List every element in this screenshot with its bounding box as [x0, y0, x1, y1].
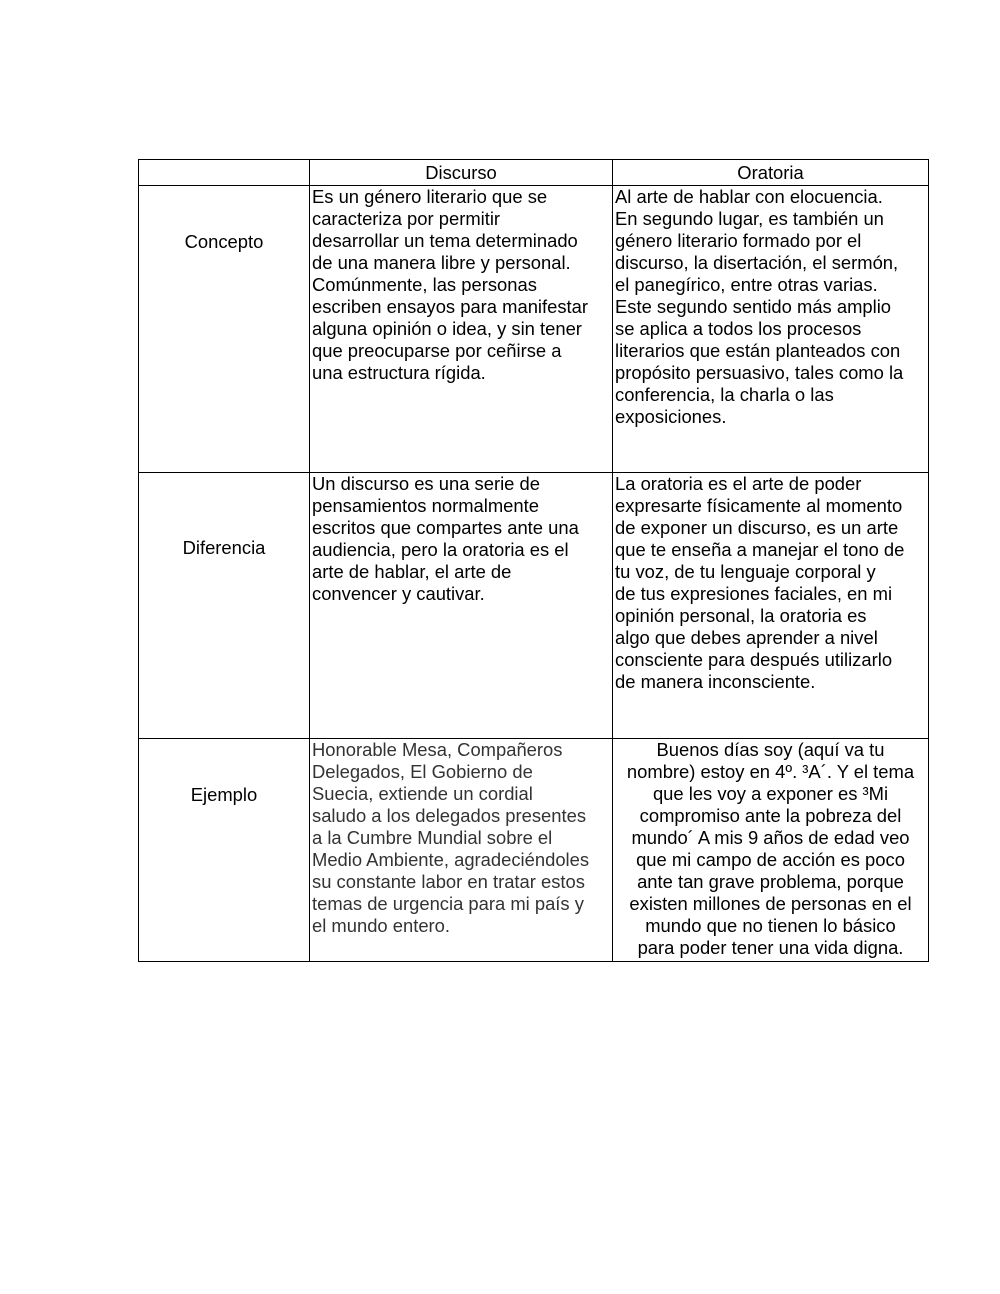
- text-line: discurso, la disertación, el sermón,: [615, 252, 899, 273]
- text-line: ante tan grave problema, porque: [637, 871, 904, 892]
- row-label-cell: [139, 186, 310, 473]
- text-line: tu voz, de tu lenguaje corporal y: [615, 561, 876, 582]
- text-line: exposiciones.: [615, 406, 727, 427]
- text-line: escritos que compartes ante una: [312, 517, 579, 538]
- text-line: temas de urgencia para mi país y: [312, 893, 584, 914]
- text-line: nombre) estoy en 4º. ³A´. Y el tema: [626, 761, 915, 782]
- header-discurso: Discurso: [310, 160, 613, 186]
- text-line: Honorable Mesa, Compañeros: [312, 739, 563, 760]
- text-line: algo que debes aprender a nivel: [615, 627, 878, 648]
- text-line: Suecia, extiende un cordial: [312, 783, 533, 804]
- row-label-concepto: Concepto: [184, 231, 264, 252]
- text-line: Comúnmente, las personas: [312, 274, 537, 295]
- comparison-table: [138, 159, 929, 962]
- header-oratoria: Oratoria: [613, 160, 929, 186]
- diferencia-oratoria-cell: [613, 473, 929, 739]
- text-line: género literario formado por el: [615, 230, 862, 251]
- concepto-oratoria-cell: [613, 186, 929, 473]
- text-line: caracteriza por permitir: [312, 208, 501, 229]
- text-line: que les voy a exponer es ³Mi: [652, 783, 889, 804]
- text-line: La oratoria es el arte de poder: [615, 473, 862, 494]
- text-line: Un discurso es una serie de: [312, 473, 540, 494]
- table-row-concepto: [139, 186, 929, 473]
- text-line: de una manera libre y personal.: [312, 252, 571, 273]
- text-line: que mi campo de acción es poco: [636, 849, 905, 870]
- ejemplo-discurso-cell: [310, 739, 613, 962]
- concepto-discurso-cell: [310, 186, 613, 473]
- text-line: a la Cumbre Mundial sobre el: [312, 827, 553, 848]
- text-line: saludo a los delegados presentes: [312, 805, 587, 826]
- text-line: escriben ensayos para manifestar: [312, 296, 589, 317]
- text-line: una estructura rígida.: [312, 362, 486, 383]
- text-line: arte de hablar, el arte de: [312, 561, 512, 582]
- text-line: de tus expresiones faciales, en mi: [615, 583, 893, 604]
- text-line: se aplica a todos los procesos: [615, 318, 862, 339]
- text-line: Delegados, El Gobierno de: [312, 761, 533, 782]
- text-line: de manera inconsciente.: [615, 671, 816, 692]
- row-label-ejemplo: Ejemplo: [190, 784, 258, 805]
- text-line: audiencia, pero la oratoria es el: [312, 539, 569, 560]
- table-row-ejemplo: [139, 739, 929, 962]
- text-line: Buenos días soy (aquí va tu: [656, 739, 885, 760]
- text-line: que preocuparse por ceñirse a: [312, 340, 562, 361]
- text-line: opinión personal, la oratoria es: [615, 605, 867, 626]
- table-header-row: [139, 160, 929, 186]
- text-line: existen millones de personas en el: [629, 893, 912, 914]
- text-line: Este segundo sentido más amplio: [615, 296, 892, 317]
- diferencia-discurso-cell: [310, 473, 613, 739]
- text-line: Medio Ambiente, agradeciéndoles: [312, 849, 590, 870]
- text-line: expresarte físicamente al momento: [615, 495, 903, 516]
- row-label-cell: [139, 473, 310, 739]
- row-label-cell: [139, 739, 310, 962]
- text-line: propósito persuasivo, tales como la: [615, 362, 904, 383]
- text-line: su constante labor en tratar estos: [312, 871, 585, 892]
- text-line: mundo´ A mis 9 años de edad veo: [631, 827, 910, 848]
- text-line: conferencia, la charla o las: [615, 384, 834, 405]
- text-line: que te enseña a manejar el tono de: [615, 539, 905, 560]
- text-line: para poder tener una vida digna.: [637, 937, 904, 958]
- text-line: convencer y cautivar.: [312, 583, 485, 604]
- text-line: En segundo lugar, es también un: [615, 208, 884, 229]
- text-line: Al arte de hablar con elocuencia.: [615, 186, 883, 207]
- table-row-diferencia: [139, 473, 929, 739]
- text-line: desarrollar un tema determinado: [312, 230, 578, 251]
- text-line: el panegírico, entre otras varias.: [615, 274, 878, 295]
- text-line: literarios que están planteados con: [615, 340, 901, 361]
- text-line: consciente para después utilizarlo: [615, 649, 893, 670]
- text-line: Es un género literario que se: [312, 186, 548, 207]
- header-empty-cell: [139, 160, 310, 186]
- text-line: alguna opinión o idea, y sin tener: [312, 318, 582, 339]
- text-line: mundo que no tienen lo básico: [645, 915, 896, 936]
- text-line: el mundo entero.: [312, 915, 451, 936]
- text-line: de exponer un discurso, es un arte: [615, 517, 899, 538]
- ejemplo-oratoria-cell: [613, 739, 929, 962]
- row-label-diferencia: Diferencia: [182, 537, 266, 558]
- text-line: compromiso ante la pobreza del: [639, 805, 902, 826]
- text-line: pensamientos normalmente: [312, 495, 539, 516]
